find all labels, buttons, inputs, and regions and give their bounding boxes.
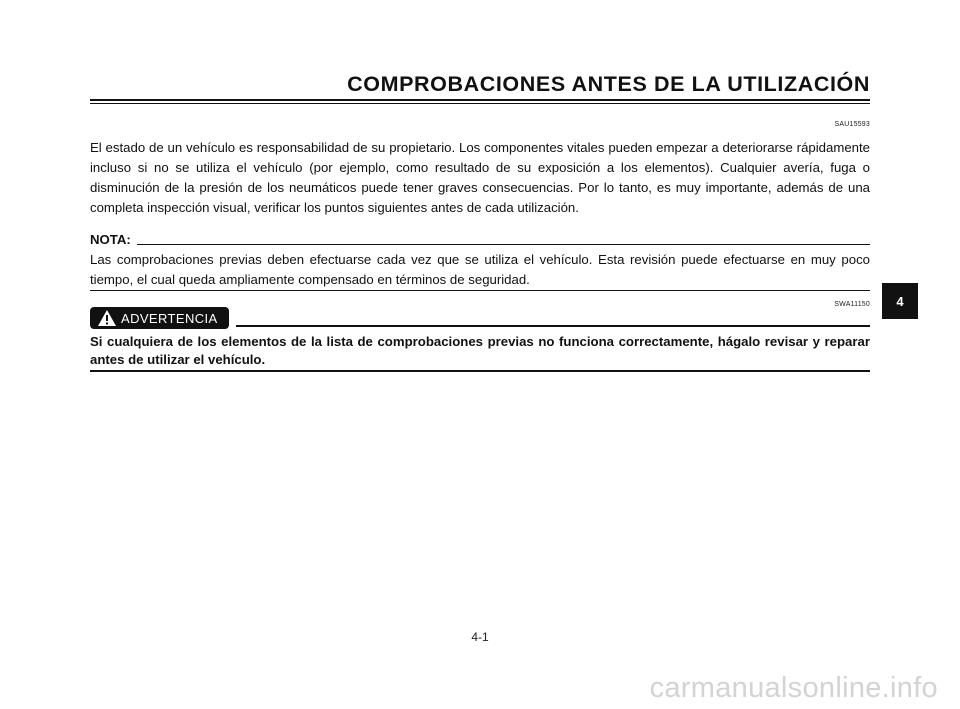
warning-end-rule xyxy=(90,370,870,372)
watermark: carmanualsonline.info xyxy=(649,672,938,704)
note-end-rule xyxy=(90,290,870,291)
page-number: 4-1 xyxy=(471,630,489,644)
intro-paragraph: El estado de un vehículo es responsabilidad de su propietario. Los componentes vitales pueden empezar a deteriorarse rápidamente incluso si no se utiliza el vehículo (por ejemplo, como resultado de su exposición a los elementos). Cualquier avería, fuga o disminución de la presión de los neumáticos puede tener graves consecuencias. Por lo tanto, es muy importante, además de una completa inspección visual, verificar los puntos siguientes antes de cada utilización. xyxy=(90,140,870,215)
note-paragraph: Las comprobaciones previas deben efectuarse cada vez que se utiliza el vehículo. Esta revisión puede efectuarse en muy poco tiempo, el cual queda ampliamente compensado en términos de seguridad. xyxy=(90,252,870,287)
section-code: SAU15593 xyxy=(834,121,870,128)
warning-paragraph: Si cualquiera de los elementos de la lista de comprobaciones previas no funciona correctamente, hágalo revisar y reparar antes de utilizar el vehículo. xyxy=(90,334,870,367)
warning-triangle-icon xyxy=(97,309,117,327)
chapter-tab: 4 xyxy=(882,283,918,319)
title-rule-thin xyxy=(90,103,870,104)
warning-badge xyxy=(90,307,229,329)
page-title: COMPROBACIONES ANTES DE LA UTILIZACIÓN xyxy=(347,72,870,96)
warning-rule xyxy=(236,325,870,327)
title-rule-thick xyxy=(90,99,870,101)
note-label: NOTA: xyxy=(90,232,131,247)
warning-code: SWA11150 xyxy=(834,301,870,308)
note-rule xyxy=(137,244,870,245)
warning-label: ADVERTENCIA xyxy=(121,310,218,326)
